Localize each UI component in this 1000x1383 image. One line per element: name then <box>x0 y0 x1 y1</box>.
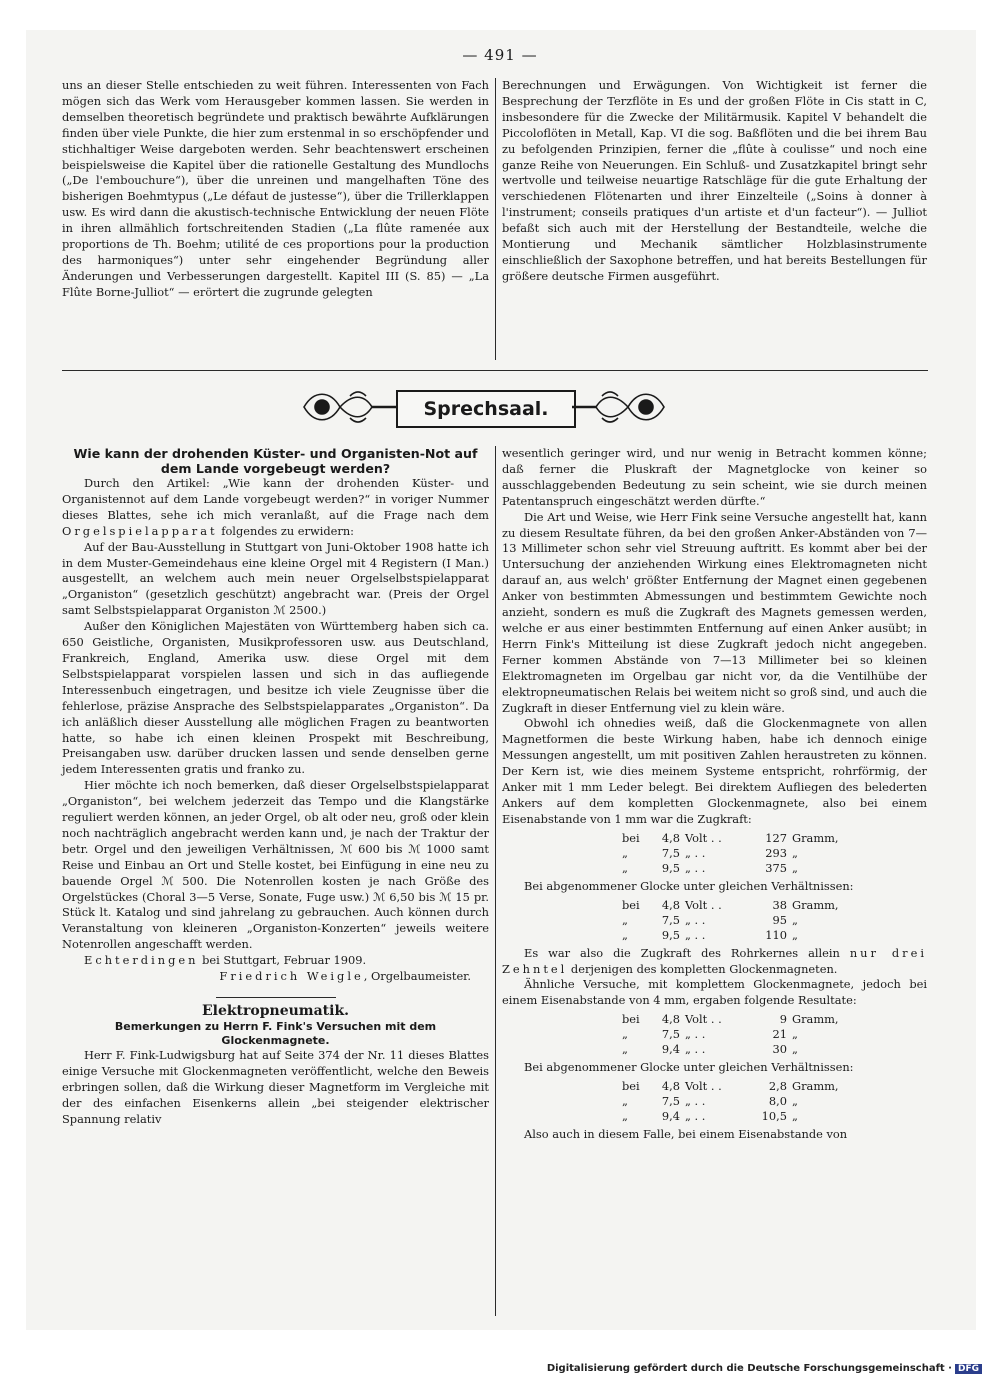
table-cell: Volt . . <box>685 830 722 845</box>
article-paragraph: wesentlich geringer wird, und nur wenig in Betracht kommen könne; daß ferner die Pluskraft der Magnetglocke von keiner so ausschlaggebenden Bedeutung zu sein scheint, wie sie durch meinen Patentanspruch eingeschätzt werden dürfte.“ <box>502 446 927 508</box>
table-cell: 293 <box>765 845 787 860</box>
article-title: Wie kann der drohenden Küster- und Organisten-Not auf dem Lande vorgebeugt werden? <box>73 446 478 476</box>
table-cell: Volt . . <box>685 1079 722 1094</box>
table-cell: „ <box>622 1094 628 1109</box>
bottom-right-column <box>502 446 927 1143</box>
bottom-left-column <box>62 446 489 1127</box>
table-cell: 7,5 <box>661 1094 680 1109</box>
table-cell: 4,8 <box>661 830 680 845</box>
table-row <box>622 1012 852 1027</box>
article-paragraph: Außer den Königlichen Majestäten von Württemberg haben sich ca. 650 Geistliche, Organisten, Musikprofessoren usw. aus Deutschland, Frankreich, England, Amerika usw. diese Orgel mit dem Selbstspielapparat vorspielen lassen und sich in das aufliegende Interessenbuch eingetragen, und besitze ich viele Zeugnisse über die fehlerlose, präzise Ansprache des Selbstspielapparates „Organiston“. Da ich anläßlich dieser Ausstellung alle möglichen Fragen zu beantworten hatte, so habe ich einen kleinen Prospekt mit Beschreibung, Preisangaben usw. darüber drucken lassen und sende denselben gerne jedem Interessenten gratis und franko zu. <box>62 619 489 777</box>
author-title: , Orgelbaumeister. <box>363 969 471 984</box>
top-left-column <box>62 78 489 301</box>
top-left-text: uns an dieser Stelle entschieden zu weit führen. Interessenten von Fach mögen sich das Werk vom Herausgeber kommen lassen. Sie werden in demselben theoretisch begründete und praktisch bewährte Aufklärungen finden über viele Punkte, die hier zum erstenmal in so erschöpfender und stichhaltiger Weise dargeboten werden. Sehr beachtenswert erscheinen beispielsweise die Kapitel über die rationelle Gestaltung des Mundlochs („De l'embouchure“), über die unreinen und mangelhaften Töne des bisherigen Boehmtypus („Le défaut de justesse“), über die Trillerklappen usw. Es wird dann die akustisch-technische Entwicklung der neuen Flöte in ihren allmählich fortschreitenden Stadien („La flûte ramenée aux proportions de Th. Boehm; utilité de ces proportions pour la production des harmoniques“) unter sehr eingehender Begründung aller Änderungen und Verbesserungen dargestellt. Kapitel III (S. 85) — „La Flûte Borne-Julliot“ — erörtert die zugrunde gelegten <box>62 78 489 299</box>
article-paragraph: Hier möchte ich noch bemerken, daß dieser Orgelselbstspielapparat „Organiston“, bei welchem jederzeit das Tempo und die Klangstärke reguliert werden können, an jeder Orgel, ob alt oder neu, groß oder klein noch nachträglich angebracht werden kann und, je nach der Traktur der betr. Orgel und den jeweiligen Verhältnissen, ℳ 600 bis ℳ 1000 samt Reise und Einbau an Ort und Stelle kostet, bei Einfügung in eine neu zu bauende Orgel ℳ 500. Die Notenrollen kosten je nach Größe des Orgelstückes (Choral 3—5 Verse, Sonate, Fuge usw.) ℳ 6,50 bis ℳ 15 pr. Stück lt. Katalog und sind jahrelang zu gebrauchen. Auch können durch Veranstaltung von kleineren „Organiston-Konzerten“ jeweils weitere Notenrollen angeschafft werden. <box>62 778 489 952</box>
table-cell: Gramm, <box>792 1079 839 1094</box>
table-caption: Bei abgenommener Glocke unter gleichen Verhältnissen: <box>524 1060 854 1075</box>
table-row <box>622 913 852 928</box>
article-paragraph: Die Art und Weise, wie Herr Fink seine Versuche angestellt hat, kann zu diesem Resultate führen, da bei den großen Anker-Abständen von 7—13 Millimeter schon sehr viel Streuung auftritt. Es kommt aber bei der Untersuchung der anziehenden Wirkung eines Elektromagneten nicht darauf an, aus welch' größter Entfernung der Magnet einen gegebenen Anker von bestimmten Abmessungen und bestimmtem Gewichte noch anzieht, sondern es muß die Zugkraft des Magnets gemessen werden, welche er aus einer bestimmten Entfernung auf einen Anker ausübt; in Herrn Fink's Mitteilung ist diese Zugkraft jedoch nicht angegeben. Ferner kommen Abstände von 7—13 Millimeter bei so kleinen Elektromagneten im Orgelbau gar nicht vor, da die Ventilhübe der elektropneumatischen Relais bei weitem nicht so groß sind, und auch die Zugkraft in dieser Entfernung viel zu klein wäre. <box>502 509 927 715</box>
article-subtitle: Bemerkungen zu Herrn F. Fink's Versuchen mit dem Glockenmagnete. <box>114 1019 437 1047</box>
measurement-table <box>622 1012 852 1057</box>
table-row <box>622 1079 852 1094</box>
table-cell: „ <box>792 1109 798 1124</box>
paragraph-text: derjenigen des kompletten Glockenmagneten. <box>570 961 838 976</box>
table-cell: 4,8 <box>661 1079 680 1094</box>
table-cell: 30 <box>772 1042 787 1057</box>
footer-credit <box>547 1363 982 1374</box>
page-number: — 491 — <box>462 46 538 64</box>
table-caption: Bei abgenommener Glocke unter gleichen Verhältnissen: <box>524 878 854 893</box>
table-row <box>622 928 852 943</box>
table-cell: Volt . . <box>685 1012 722 1027</box>
paragraph-text: Es war also die Zugkraft des Rohrkernes allein <box>524 945 840 960</box>
section-banner: Sprechsaal. <box>396 390 576 428</box>
table-cell: „ <box>792 912 798 927</box>
table-cell: Volt . . <box>685 897 722 912</box>
spaced-term: Orgelspielapparat <box>62 523 218 538</box>
table-row <box>622 1027 852 1042</box>
table-cell: „ <box>792 845 798 860</box>
table-cell: 4,8 <box>661 897 680 912</box>
signature <box>62 969 489 985</box>
right-ornament-icon <box>572 384 668 430</box>
place-date <box>62 953 489 969</box>
table-cell: „ <box>792 1027 798 1042</box>
table-cell: bei <box>622 1012 640 1027</box>
paragraph-text: folgendes zu erwidern: <box>221 523 355 538</box>
article-paragraph: Herr F. Fink-Ludwigsburg hat auf Seite 374 der Nr. 11 dieses Blattes einige Versuche mit Glockenmagneten veröffentlicht, welche den Beweis erbringen sollen, daß die Wirkung dieser Magnetform im Vergleiche mit der des einfachen Eisenkerns allein „bei steigender elektrischer Spannung relativ <box>62 1047 489 1126</box>
table-cell: 7,5 <box>661 845 680 860</box>
table-cell: bei <box>622 1079 640 1094</box>
table-cell: 2,8 <box>768 1079 787 1094</box>
table-cell: 95 <box>772 912 787 927</box>
table-cell: Gramm, <box>792 1012 839 1027</box>
table-cell: „ <box>622 860 628 875</box>
table-cell: 8,0 <box>768 1094 787 1109</box>
section-rule <box>62 370 928 371</box>
author-name: Friedrich Weigle <box>219 969 364 984</box>
left-ornament-icon <box>300 384 396 430</box>
table-cell: „ <box>622 845 628 860</box>
top-right-column <box>502 78 927 285</box>
table-cell: Gramm, <box>792 830 839 845</box>
table-cell: „ <box>622 927 628 942</box>
table-cell: 9,4 <box>661 1109 680 1124</box>
article-title: Elektropneumatik. <box>201 1003 350 1019</box>
table-row <box>622 1094 852 1109</box>
table-cell: „ <box>622 912 628 927</box>
table-cell: „ . . <box>685 1109 706 1124</box>
article-paragraph <box>62 476 489 540</box>
table-cell: „ <box>622 1042 628 1057</box>
table-cell: „ <box>792 1094 798 1109</box>
table-cell: „ . . <box>685 1094 706 1109</box>
paragraph-text: Durch den Artikel: „Wie kann der drohenden Küster- und Organistennot auf dem Lande vorgebeugt werden?“ in voriger Nummer dieses Blattes, sehe ich mich veranlaßt, auf die Frage nach dem <box>62 476 489 522</box>
table-cell: „ <box>792 860 798 875</box>
column-divider-bottom <box>495 446 496 1316</box>
table-cell: 9,5 <box>661 927 680 942</box>
footer-text: Digitalisierung gefördert durch die Deutsche Forschungsgemeinschaft · <box>546 1363 952 1374</box>
table-cell: 9,5 <box>661 860 680 875</box>
table-cell: 7,5 <box>661 1027 680 1042</box>
table-row <box>622 846 852 861</box>
column-divider-top <box>495 78 496 360</box>
table-cell: „ . . <box>685 1027 706 1042</box>
table-cell: 110 <box>765 927 787 942</box>
table-cell: „ . . <box>685 927 706 942</box>
article-paragraph <box>502 946 927 978</box>
table-cell: „ . . <box>685 845 706 860</box>
table-cell: „ . . <box>685 1042 706 1057</box>
table-cell: 9 <box>779 1012 787 1027</box>
table-cell: bei <box>622 830 640 845</box>
table-cell: 9,4 <box>661 1042 680 1057</box>
article-paragraph: Also auch in diesem Falle, bei einem Eisenabstande von <box>524 1127 848 1142</box>
article-paragraph: Ähnliche Versuche, mit komplettem Glockenmagnete, jedoch bei einem Eisenabstande von 4 mm, ergaben folgende Resultate: <box>502 977 927 1008</box>
table-cell: 7,5 <box>661 912 680 927</box>
table-cell: 38 <box>772 897 787 912</box>
article-separator <box>216 997 336 998</box>
measurement-table <box>622 831 852 876</box>
table-cell: 10,5 <box>761 1109 787 1124</box>
dfg-logo: DFG <box>955 1364 982 1374</box>
table-cell: „ . . <box>685 912 706 927</box>
top-right-text: Berechnungen und Erwägungen. Von Wichtigkeit ist ferner die Besprechung der Terzflöte in Es und der großen Flöte in Cis statt in C, insbesondere für die Zwecke der Militärmusik. Kapitel V behandelt die Piccoloflöten in Metall, Kap. VI die sog. Baßflöten und die bei ihrem Bau zu befolgenden Prinzipien, ferner die „flûte à coulisse“ und noch eine ganze Reihe von Neuerungen. Ein Schluß- und Zusatzkapitel bringt sehr wertvolle und teilweise neuartige Ratschläge für die gute Erhaltung der verschiedenen Flötenarten und ihrer Einzelteile („Soins à donner à l'instrument; conseils pratiques d'un artiste et d'un facteur“). — Julliot befaßt sich auch mit der Herstellung der Bestandteile, welche die Montierung und Mechanik sämtlicher Holzblasinstrumente einschließlich der Saxophone betreffen, und hat bereits Bestellungen für größere deutsche Firmen ausgeführt. <box>502 78 927 283</box>
table-cell: Gramm, <box>792 897 839 912</box>
table-cell: „ <box>792 1042 798 1057</box>
measurement-table <box>622 1079 852 1124</box>
table-cell: „ . . <box>685 860 706 875</box>
spaced-term: nur drei Zehntel <box>502 945 928 976</box>
article-paragraph: Auf der Bau-Ausstellung in Stuttgart von Juni-Oktober 1908 hatte ich in dem Muster-Gemeindehaus eine kleine Orgel mit 4 Registern (I Man.) ausgestellt, an welchem auch mein neuer Orgelselbstspielapparat „Organiston“ (gesetzlich geschützt) angebracht war. (Preis der Orgel samt Selbstspielapparat Organiston ℳ 2500.) <box>62 539 489 618</box>
table-cell: 21 <box>772 1027 787 1042</box>
table-cell: 127 <box>765 830 787 845</box>
table-cell: 4,8 <box>661 1012 680 1027</box>
table-cell: 375 <box>765 860 787 875</box>
place-name: Echterdingen <box>84 953 199 968</box>
table-row <box>622 861 852 876</box>
measurement-table <box>622 898 852 943</box>
table-cell: „ <box>622 1109 628 1124</box>
table-row <box>622 1109 852 1124</box>
article-paragraph: Obwohl ich ohnedies weiß, daß die Glockenmagnete von allen Magnetformen die beste Wirkung haben, habe ich dennoch einige Messungen angestellt, um mit positiven Zahlen heraustreten zu können. Der Kern ist, wie dies meinem Systeme entspricht, rohrförmig, der Anker mit 1 mm Leder belegt. Bei direktem Aufliegen des belederten Ankers auf dem kompletten Glockenmagnete, also bei einem Eisenabstande von 1 mm war die Zugkraft: <box>502 716 927 826</box>
table-row <box>622 831 852 846</box>
table-row <box>622 898 852 913</box>
date-text: bei Stuttgart, Februar 1909. <box>202 953 367 968</box>
table-cell: bei <box>622 897 640 912</box>
table-row <box>622 1042 852 1057</box>
table-cell: „ <box>792 927 798 942</box>
table-cell: „ <box>622 1027 628 1042</box>
